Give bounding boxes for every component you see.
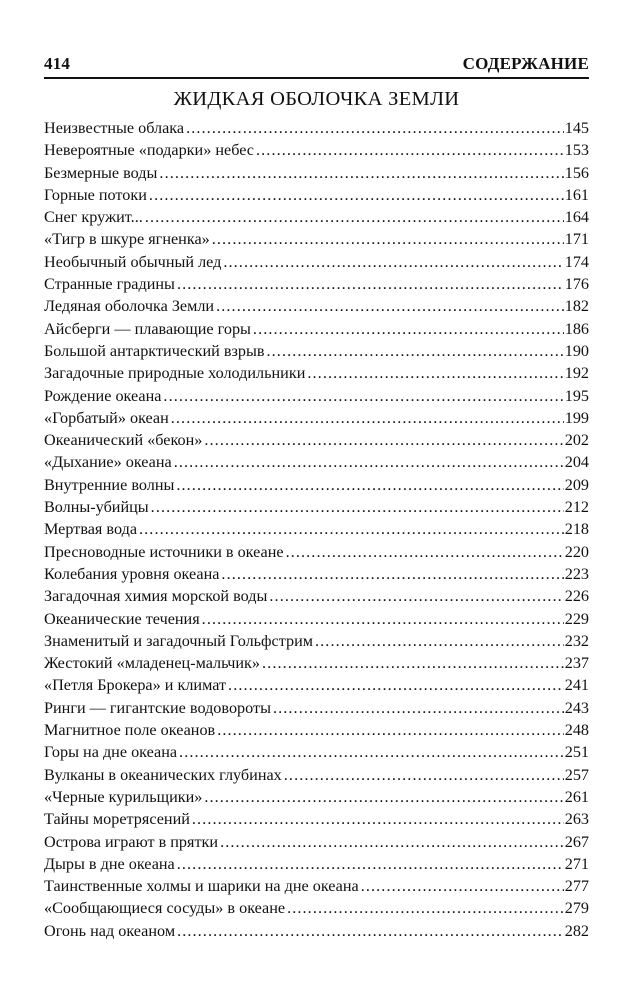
toc-entry-page: 161	[564, 185, 589, 204]
toc-dot-leader	[286, 541, 564, 563]
toc-entry	[44, 608, 589, 630]
toc-entry	[44, 875, 589, 897]
toc-entry-title: Океанические течения	[44, 609, 200, 628]
toc-entry-page: 218	[564, 520, 589, 539]
toc-entry-page: 261	[564, 787, 589, 806]
toc-dot-leader	[177, 853, 564, 875]
toc-dot-leader	[163, 385, 563, 407]
toc-entry-title: «Тигр в шкуре ягненка»	[44, 230, 210, 249]
section-title: ЖИДКАЯ ОБОЛОЧКА ЗЕМЛИ	[173, 88, 460, 110]
toc-dot-leader	[307, 362, 563, 384]
toc-dot-leader	[149, 184, 564, 206]
toc-entry-page: 241	[564, 676, 589, 695]
toc-entry-title: Снег кружит...	[44, 208, 143, 227]
toc-entry-title: Рождение океана	[44, 386, 162, 405]
toc-dot-leader	[220, 831, 564, 853]
toc-dot-leader	[151, 496, 564, 518]
toc-dot-leader	[186, 117, 564, 139]
toc-entry-title: Дыры в дне океана	[44, 854, 175, 873]
toc-entry	[44, 585, 589, 607]
toc-entry	[44, 184, 589, 206]
toc-entry	[44, 674, 589, 696]
toc-entry-title: Неизвестные облака	[44, 119, 185, 137]
toc-dot-leader	[204, 786, 563, 808]
toc-entry-page: 202	[564, 431, 589, 450]
toc-entry-page: 199	[564, 408, 589, 427]
toc-entry-page: 229	[564, 609, 589, 628]
toc-dot-leader	[176, 474, 563, 496]
toc-dot-leader	[223, 251, 563, 273]
toc-entry-page: 271	[564, 854, 589, 873]
toc-entry	[44, 563, 589, 585]
toc-entry-page: 257	[564, 765, 589, 784]
toc-entry-page: 220	[564, 542, 589, 561]
toc-entry	[44, 652, 589, 674]
toc-entry	[44, 496, 589, 518]
toc-entry-page: 248	[564, 721, 589, 740]
toc-entry-page: 145	[564, 119, 589, 137]
toc-entry	[44, 853, 589, 875]
toc-entry-page: 164	[564, 208, 589, 227]
header-rule	[44, 77, 589, 79]
toc-dot-leader	[256, 139, 564, 161]
toc-entry-page: 212	[564, 498, 589, 517]
toc-entry	[44, 206, 589, 228]
toc-entry	[44, 162, 589, 184]
toc-dot-leader	[253, 318, 564, 340]
toc-entry	[44, 451, 589, 473]
toc-entry-page: 171	[564, 230, 589, 249]
toc-entry	[44, 117, 589, 139]
toc-entry	[44, 385, 589, 407]
toc-entry-title: Странные градины	[44, 275, 175, 294]
toc-entry	[44, 251, 589, 273]
toc-entry-title: Ледяная оболочка Земли	[44, 297, 215, 316]
toc-entry-title: Волны-убийцы	[44, 498, 149, 517]
toc-entry	[44, 741, 589, 763]
toc-entry-page: 232	[564, 631, 589, 650]
toc-entry-title: Острова играют в прятки	[44, 832, 219, 851]
toc-dot-leader	[269, 585, 563, 607]
toc-entry-title: Внутренние волны	[44, 475, 175, 494]
toc-dot-leader	[216, 295, 564, 317]
toc-entry	[44, 786, 589, 808]
toc-entry-page: 195	[564, 386, 589, 405]
toc-entry	[44, 719, 589, 741]
toc-dot-leader	[174, 451, 564, 473]
toc-entry-page: 204	[564, 453, 589, 472]
toc-dot-leader	[139, 518, 564, 540]
toc-entry-title: Необычный обычный лед	[44, 252, 222, 271]
toc-dot-leader	[192, 808, 564, 830]
toc-dot-leader	[212, 228, 564, 250]
toc-entry	[44, 228, 589, 250]
toc-entry-title: «Дыхание» океана	[44, 453, 172, 472]
toc-entry-title: Безмерные воды	[44, 163, 158, 182]
page-number: 414	[44, 54, 71, 73]
toc-entry-page: 176	[564, 275, 589, 294]
toc-dot-leader	[315, 630, 564, 652]
toc-entry-title: Тайны моретрясений	[44, 810, 190, 829]
toc-entry	[44, 362, 589, 384]
toc-dot-leader	[221, 563, 563, 585]
toc-entry-title: «Петля Брокера» и климат	[44, 676, 227, 695]
toc-entry-page: 223	[564, 564, 589, 583]
toc-dot-leader	[361, 875, 564, 897]
toc-entry	[44, 139, 589, 161]
toc-entry-title: Невероятные «подарки» небес	[44, 141, 254, 160]
toc-entry-title: Океанический «бекон»	[44, 431, 203, 450]
toc-entry	[44, 518, 589, 540]
toc-entry	[44, 474, 589, 496]
toc-entry-title: Знаменитый и загадочный Гольфстрим	[44, 631, 314, 650]
toc-entry-title: Пресноводные источники в океане	[44, 542, 284, 561]
toc-dot-leader	[177, 273, 564, 295]
toc-entry-page: 279	[564, 899, 589, 918]
toc-entry-title: «Горбатый» океан	[44, 408, 169, 427]
toc-list	[44, 117, 589, 942]
toc-entry-title: Огонь над океаном	[44, 921, 176, 940]
toc-entry	[44, 920, 589, 942]
toc-entry-title: Горы на дне океана	[44, 743, 178, 762]
toc-entry	[44, 340, 589, 362]
toc-entry	[44, 273, 589, 295]
toc-entry-page: 237	[564, 654, 589, 673]
toc-dot-leader	[287, 897, 564, 919]
toc-dot-leader	[171, 407, 564, 429]
toc-dot-leader	[202, 608, 564, 630]
toc-entry-page: 282	[564, 921, 589, 940]
toc-dot-leader	[262, 652, 564, 674]
toc-entry-page: 263	[564, 810, 589, 829]
toc-entry	[44, 630, 589, 652]
toc-dot-leader	[145, 206, 564, 228]
toc-entry-page: 226	[564, 587, 589, 606]
toc-entry	[44, 541, 589, 563]
toc-dot-leader	[159, 162, 563, 184]
toc-entry	[44, 808, 589, 830]
toc-dot-leader	[177, 920, 564, 942]
toc-entry-title: «Черные курильщики»	[44, 787, 203, 806]
toc-entry-page: 209	[564, 475, 589, 494]
toc-entry-page: 243	[564, 698, 589, 717]
toc-dot-leader	[284, 764, 564, 786]
toc-entry-page: 277	[564, 877, 589, 896]
toc-entry-title: Вулканы в океанических глубинах	[44, 765, 282, 784]
toc-entry-title: Магнитное поле океанов	[44, 721, 216, 740]
toc-entry-title: Колебания уровня океана	[44, 564, 220, 583]
toc-entry	[44, 831, 589, 853]
toc-entry-title: Мертвая вода	[44, 520, 138, 539]
toc-entry	[44, 697, 589, 719]
toc-entry	[44, 764, 589, 786]
toc-entry-page: 156	[564, 163, 589, 182]
toc-entry-page: 182	[564, 297, 589, 316]
toc-dot-leader	[204, 429, 563, 451]
toc-entry	[44, 318, 589, 340]
toc-entry-title: Айсберги — плавающие горы	[44, 319, 251, 338]
running-title: СОДЕРЖАНИЕ	[462, 54, 589, 73]
toc-entry-page: 192	[564, 364, 589, 383]
toc-dot-leader	[217, 719, 564, 741]
toc-entry-title: Жестокий «младенец-мальчик»	[44, 654, 261, 673]
toc-entry-title: Загадочная химия морской воды	[44, 587, 268, 606]
toc-dot-leader	[267, 340, 564, 362]
toc-dot-leader	[273, 697, 564, 719]
toc-entry-title: «Сообщающиеся сосуды» в океане	[44, 899, 286, 918]
toc-entry	[44, 407, 589, 429]
toc-entry-title: Ринги — гигантские водовороты	[44, 698, 271, 717]
toc-dot-leader	[228, 674, 564, 696]
toc-entry-title: Загадочные природные холодильники	[44, 364, 306, 383]
toc-entry-page: 186	[564, 319, 589, 338]
toc-entry	[44, 429, 589, 451]
toc-entry-title: Большой антарктический взрыв	[44, 341, 265, 360]
toc-entry-page: 267	[564, 832, 589, 851]
toc-entry-title: Горные потоки	[44, 185, 147, 204]
toc-dot-leader	[179, 741, 564, 763]
toc-entry-page: 190	[564, 341, 589, 360]
toc-entry	[44, 897, 589, 919]
toc-entry-title: Таинственные холмы и шарики на дне океана	[44, 877, 359, 896]
toc-entry-page: 153	[564, 141, 589, 160]
running-head	[44, 50, 589, 74]
toc-entry	[44, 295, 589, 317]
toc-entry-page: 251	[564, 743, 589, 762]
toc-entry-page: 174	[564, 252, 589, 271]
